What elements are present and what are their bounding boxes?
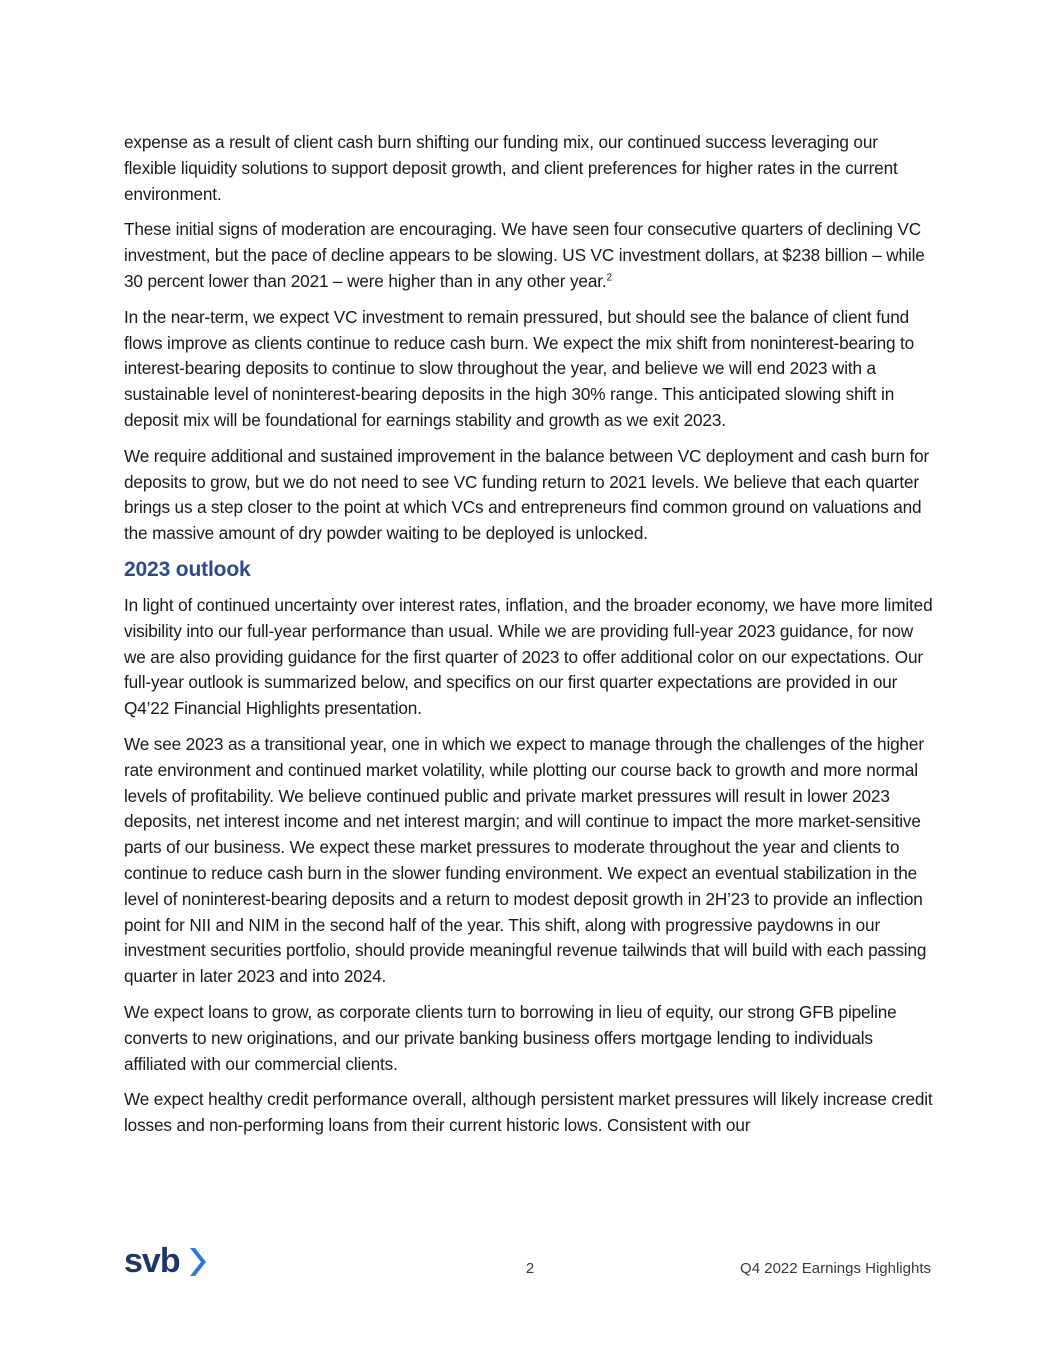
- page-number: 2: [525, 1260, 535, 1277]
- paragraph-vc-moderation: [124, 217, 934, 294]
- paragraph-loans: We expect loans to grow, as corporate clients turn to borrowing in lieu of equity, our strong GFB pipeline converts to new originations, and our private banking business offers mortgage lending to individuals affiliated with our commercial clients.: [124, 1001, 897, 1074]
- svb-logo: [124, 1244, 208, 1280]
- paragraph-deposit-growth: We require additional and sustained improvement in the balance between VC deployment and cash burn for deposits to grow, but we do not need to see VC funding return to 2021 levels. We believe that each quarter brings us a step closer to the point at which VCs and entrepreneurs find common ground on valuations and the massive amount of dry powder waiting to be deployed is unlocked.: [124, 445, 930, 544]
- paragraph-outlook-visibility: In light of continued uncertainty over interest rates, inflation, and the broader economy, we have more limited visibility into our full-year performance than usual. While we are providing full-year 2023 guidance, for now we are also providing guidance for the first quarter of 2023 to offer additional color on our expectations. Our full-year outlook is summarized below, and specifics on our first quarter expectations are provided in our Q4’22 Financial Highlights presentation.: [124, 594, 933, 719]
- paragraph-vc-moderation-text: These initial signs of moderation are encouraging. We have seen four consecutive quarters of declining VC investment, but the pace of decline appears to be slowing. US VC investment dollars, at $238 billion – while 30 percent lower than 2021 – were higher than in any other year.: [124, 219, 925, 291]
- paragraph-credit: We expect healthy credit performance overall, although persistent market pressures will likely increase credit losses and non-performing loans from their current historic lows. Consistent with our: [124, 1089, 933, 1136]
- section-heading-outlook: 2023 outlook: [124, 557, 251, 581]
- page-body: [124, 130, 934, 1149]
- footnote-ref[interactable]: 2: [606, 272, 612, 284]
- chevron-right-icon: [190, 1248, 206, 1276]
- paragraph-funding-mix: expense as a result of client cash burn shifting our funding mix, our continued success leveraging our flexible liquidity solutions to support deposit growth, and client preferences for higher rates in the current environment.: [124, 132, 898, 204]
- paragraph-near-term: In the near-term, we expect VC investment to remain pressured, but should see the balance of client fund flows improve as clients continue to reduce cash burn. We expect the mix shift from noninterest-bearing to interest-bearing deposits to continue to slow throughout the year, and believe we will end 2023 with a sustainable level of noninterest-bearing deposits in the high 30% range. This anticipated slowing shift in deposit mix will be foundational for earnings stability and growth as we exit 2023.: [124, 306, 915, 430]
- svb-logo-text: svb: [124, 1244, 180, 1280]
- footer-doc-title: Q4 2022 Earnings Highlights: [740, 1260, 931, 1277]
- paragraph-transitional-year: We see 2023 as a transitional year, one in which we expect to manage through the challenges of the higher rate environment and continued market volatility, while plotting our course back to growth and more normal levels of profitability. We believe continued public and private market pressures will result in lower 2023 deposits, net interest income and net interest margin; and will continue to impact the more market-sensitive parts of our business. We expect these market pressures to moderate throughout the year and clients to continue to reduce cash burn in the slower funding environment. We expect an eventual stabilization in the level of noninterest-bearing deposits and a return to modest deposit growth in 2H’23 to provide an inflection point for NII and NIM in the second half of the year. This shift, along with progressive paydowns in our investment securities portfolio, should provide meaningful revenue tailwinds that will build with each passing quarter in later 2023 and into 2024.: [124, 733, 927, 987]
